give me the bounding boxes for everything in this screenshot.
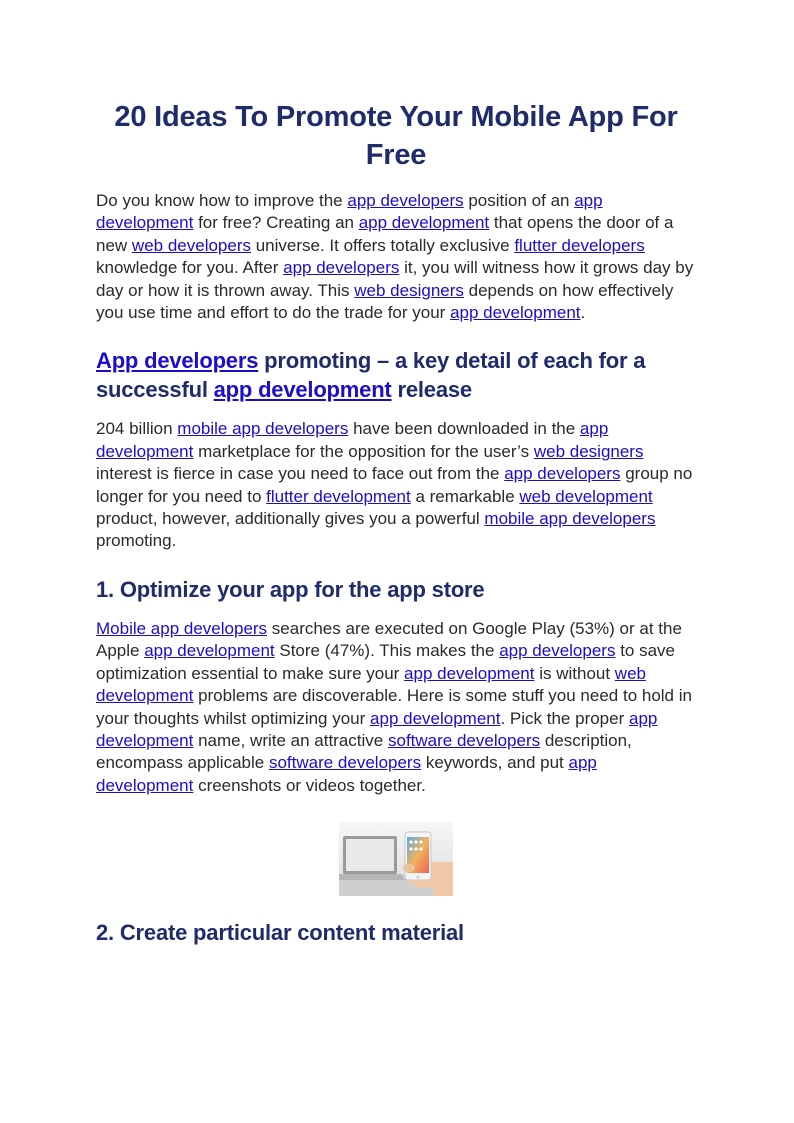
text-run: Store (47%). This makes the [274, 641, 500, 661]
inline-link[interactable]: app development [370, 708, 501, 728]
text-run: it, you will witness how it grows day by day or how it is thrown away. This [96, 258, 694, 300]
inline-link[interactable]: flutter developers [514, 235, 645, 255]
inline-link[interactable]: app development [450, 303, 581, 323]
promoting-paragraph [96, 418, 696, 552]
text-run: have been downloaded in the [348, 419, 580, 439]
inline-link[interactable]: app developers [283, 258, 400, 278]
text-run: promoting. [96, 531, 177, 551]
section-heading-optimize [96, 575, 696, 604]
text-run: for free? Creating an [193, 213, 359, 233]
inline-link[interactable]: app development [96, 419, 609, 461]
text-run: problems are discoverable. Here is some stuff you need to hold in your thoughts whilst optimizing your [96, 686, 692, 728]
text-run: that opens the door of a new [96, 213, 674, 255]
text-run: creenshots or videos together. [193, 775, 426, 795]
optimize-paragraph [96, 618, 696, 797]
text-run: a remarkable [410, 486, 520, 506]
page-title: 20 Ideas To Promote Your Mobile App For Free [114, 101, 678, 171]
inline-link[interactable]: flutter development [266, 486, 411, 506]
inline-link[interactable]: app development [213, 377, 392, 403]
text-run: is without [534, 663, 615, 683]
text-run: interest is fierce in case you need to face out from the [96, 464, 505, 484]
text-run: product, however, additionally gives you a powerful [96, 509, 485, 529]
article [96, 98, 696, 947]
text-run: to save optimization essential to make sure your [96, 641, 676, 683]
text-run: keywords, and put [421, 753, 569, 773]
inline-link[interactable]: web development [96, 663, 646, 706]
inline-link[interactable]: App developers [96, 348, 259, 374]
inline-link[interactable]: Mobile app developers [96, 618, 268, 638]
inline-link[interactable]: app developers [504, 464, 621, 484]
text-run: 1. Optimize your app for the app store [96, 576, 485, 602]
inline-link[interactable]: app development [96, 753, 597, 795]
text-run: promoting – a key detail of each for a successful [96, 348, 646, 403]
figure [96, 822, 696, 896]
inline-link[interactable]: app development [358, 213, 490, 233]
text-run: position of an [463, 191, 575, 210]
inline-link[interactable]: app developers [347, 191, 464, 210]
text-run: knowledge for you. After [96, 258, 284, 278]
text-run: depends on how effectively you use time and effort to do the trade for your [96, 280, 674, 323]
laptop-smartphone-photo [339, 822, 453, 896]
inline-link[interactable]: app development [144, 641, 275, 661]
inline-link[interactable]: app development [404, 663, 535, 683]
inline-link[interactable]: software developers [387, 730, 541, 750]
section-heading-content [96, 918, 696, 947]
inline-link[interactable]: web designers [533, 441, 644, 461]
inline-link[interactable]: web developers [131, 235, 251, 255]
inline-link[interactable]: mobile app developers [484, 509, 656, 529]
inline-link[interactable]: app development [96, 191, 603, 233]
text-run: 2. Create particular content material [96, 920, 464, 946]
intro-paragraph [96, 190, 696, 324]
inline-link[interactable]: web development [519, 486, 653, 506]
text-run: searches are executed on Google Play (53%) or at the Apple [96, 618, 682, 661]
inline-link[interactable]: app developers [499, 641, 616, 661]
inline-link[interactable]: mobile app developers [177, 419, 349, 439]
text-run: universe. It offers totally exclusive [251, 235, 515, 255]
text-run: marketplace for the opposition for the user’s [193, 441, 534, 461]
text-run: group no longer for you need to [96, 464, 693, 506]
inline-link[interactable]: web designers [354, 280, 464, 300]
text-run: description, encompass applicable [96, 730, 632, 773]
text-run: . Pick the proper [500, 708, 629, 728]
text-run: release [391, 377, 472, 403]
inline-link[interactable]: software developers [268, 753, 422, 773]
inline-link[interactable]: app development [96, 708, 658, 750]
section-heading-promoting [96, 346, 696, 404]
text-run: 204 billion [96, 419, 178, 439]
text-run: name, write an attractive [193, 730, 388, 750]
text-run: Do you know how to improve the [96, 191, 348, 210]
photo-illustration [339, 822, 453, 896]
text-run: . [580, 303, 586, 323]
